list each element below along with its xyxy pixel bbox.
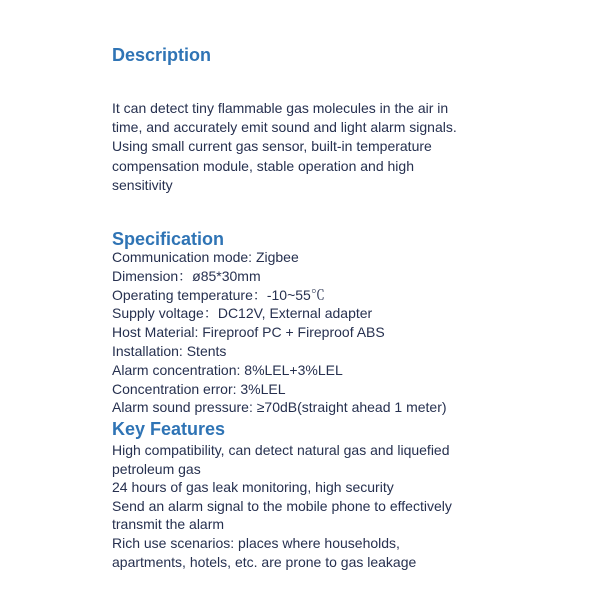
description-heading: Description — [112, 45, 212, 65]
spec-communication-mode: Communication mode: Zigbee — [112, 249, 299, 265]
spec-concentration-error: Concentration error: 3%LEL — [112, 380, 286, 397]
spec-alarm-concentration: Alarm concentration: 8%LEL+3%LEL — [112, 361, 343, 378]
feature-line: High compatibility, can detect natural gas and liquefied — [112, 442, 450, 458]
spec-operating-temperature: Operating temperature：-10~55℃ — [112, 286, 325, 303]
key-features-list — [112, 441, 452, 571]
spec-alarm-sound-pressure: Alarm sound pressure: ≥70dB(straight ahead 1 meter) — [112, 399, 447, 416]
description-line: sensitivity — [112, 176, 173, 193]
feature-line: 24 hours of gas leak monitoring, high security — [112, 479, 394, 496]
description-line: compensation module, stable operation and high — [112, 157, 414, 174]
description-line: Using small current gas sensor, built-in temperature — [112, 138, 432, 155]
description-text — [112, 99, 457, 195]
spec-dimension: Dimension：ø85*30mm — [112, 267, 261, 284]
feature-line: apartments, hotels, etc. are prone to gas leakage — [112, 553, 417, 570]
description-line: time, and accurately emit sound and light alarm signals. — [112, 119, 457, 136]
key-features-heading: Key Features — [112, 419, 226, 439]
feature-line: Send an alarm signal to the mobile phone to effectively — [112, 497, 452, 514]
specification-heading: Specification — [112, 229, 225, 249]
specification-list — [112, 248, 447, 417]
feature-line: Rich use scenarios: places where households, — [112, 534, 400, 551]
description-line: It can detect tiny flammable gas molecules in the air in — [112, 100, 449, 116]
spec-host-material: Host Material: Fireproof PC + Fireproof ABS — [112, 324, 385, 341]
spec-installation: Installation: Stents — [112, 342, 227, 359]
spec-supply-voltage: Supply voltage：DC12V, External adapter — [112, 305, 373, 322]
feature-line: transmit the alarm — [112, 516, 225, 533]
feature-line: petroleum gas — [112, 460, 201, 477]
